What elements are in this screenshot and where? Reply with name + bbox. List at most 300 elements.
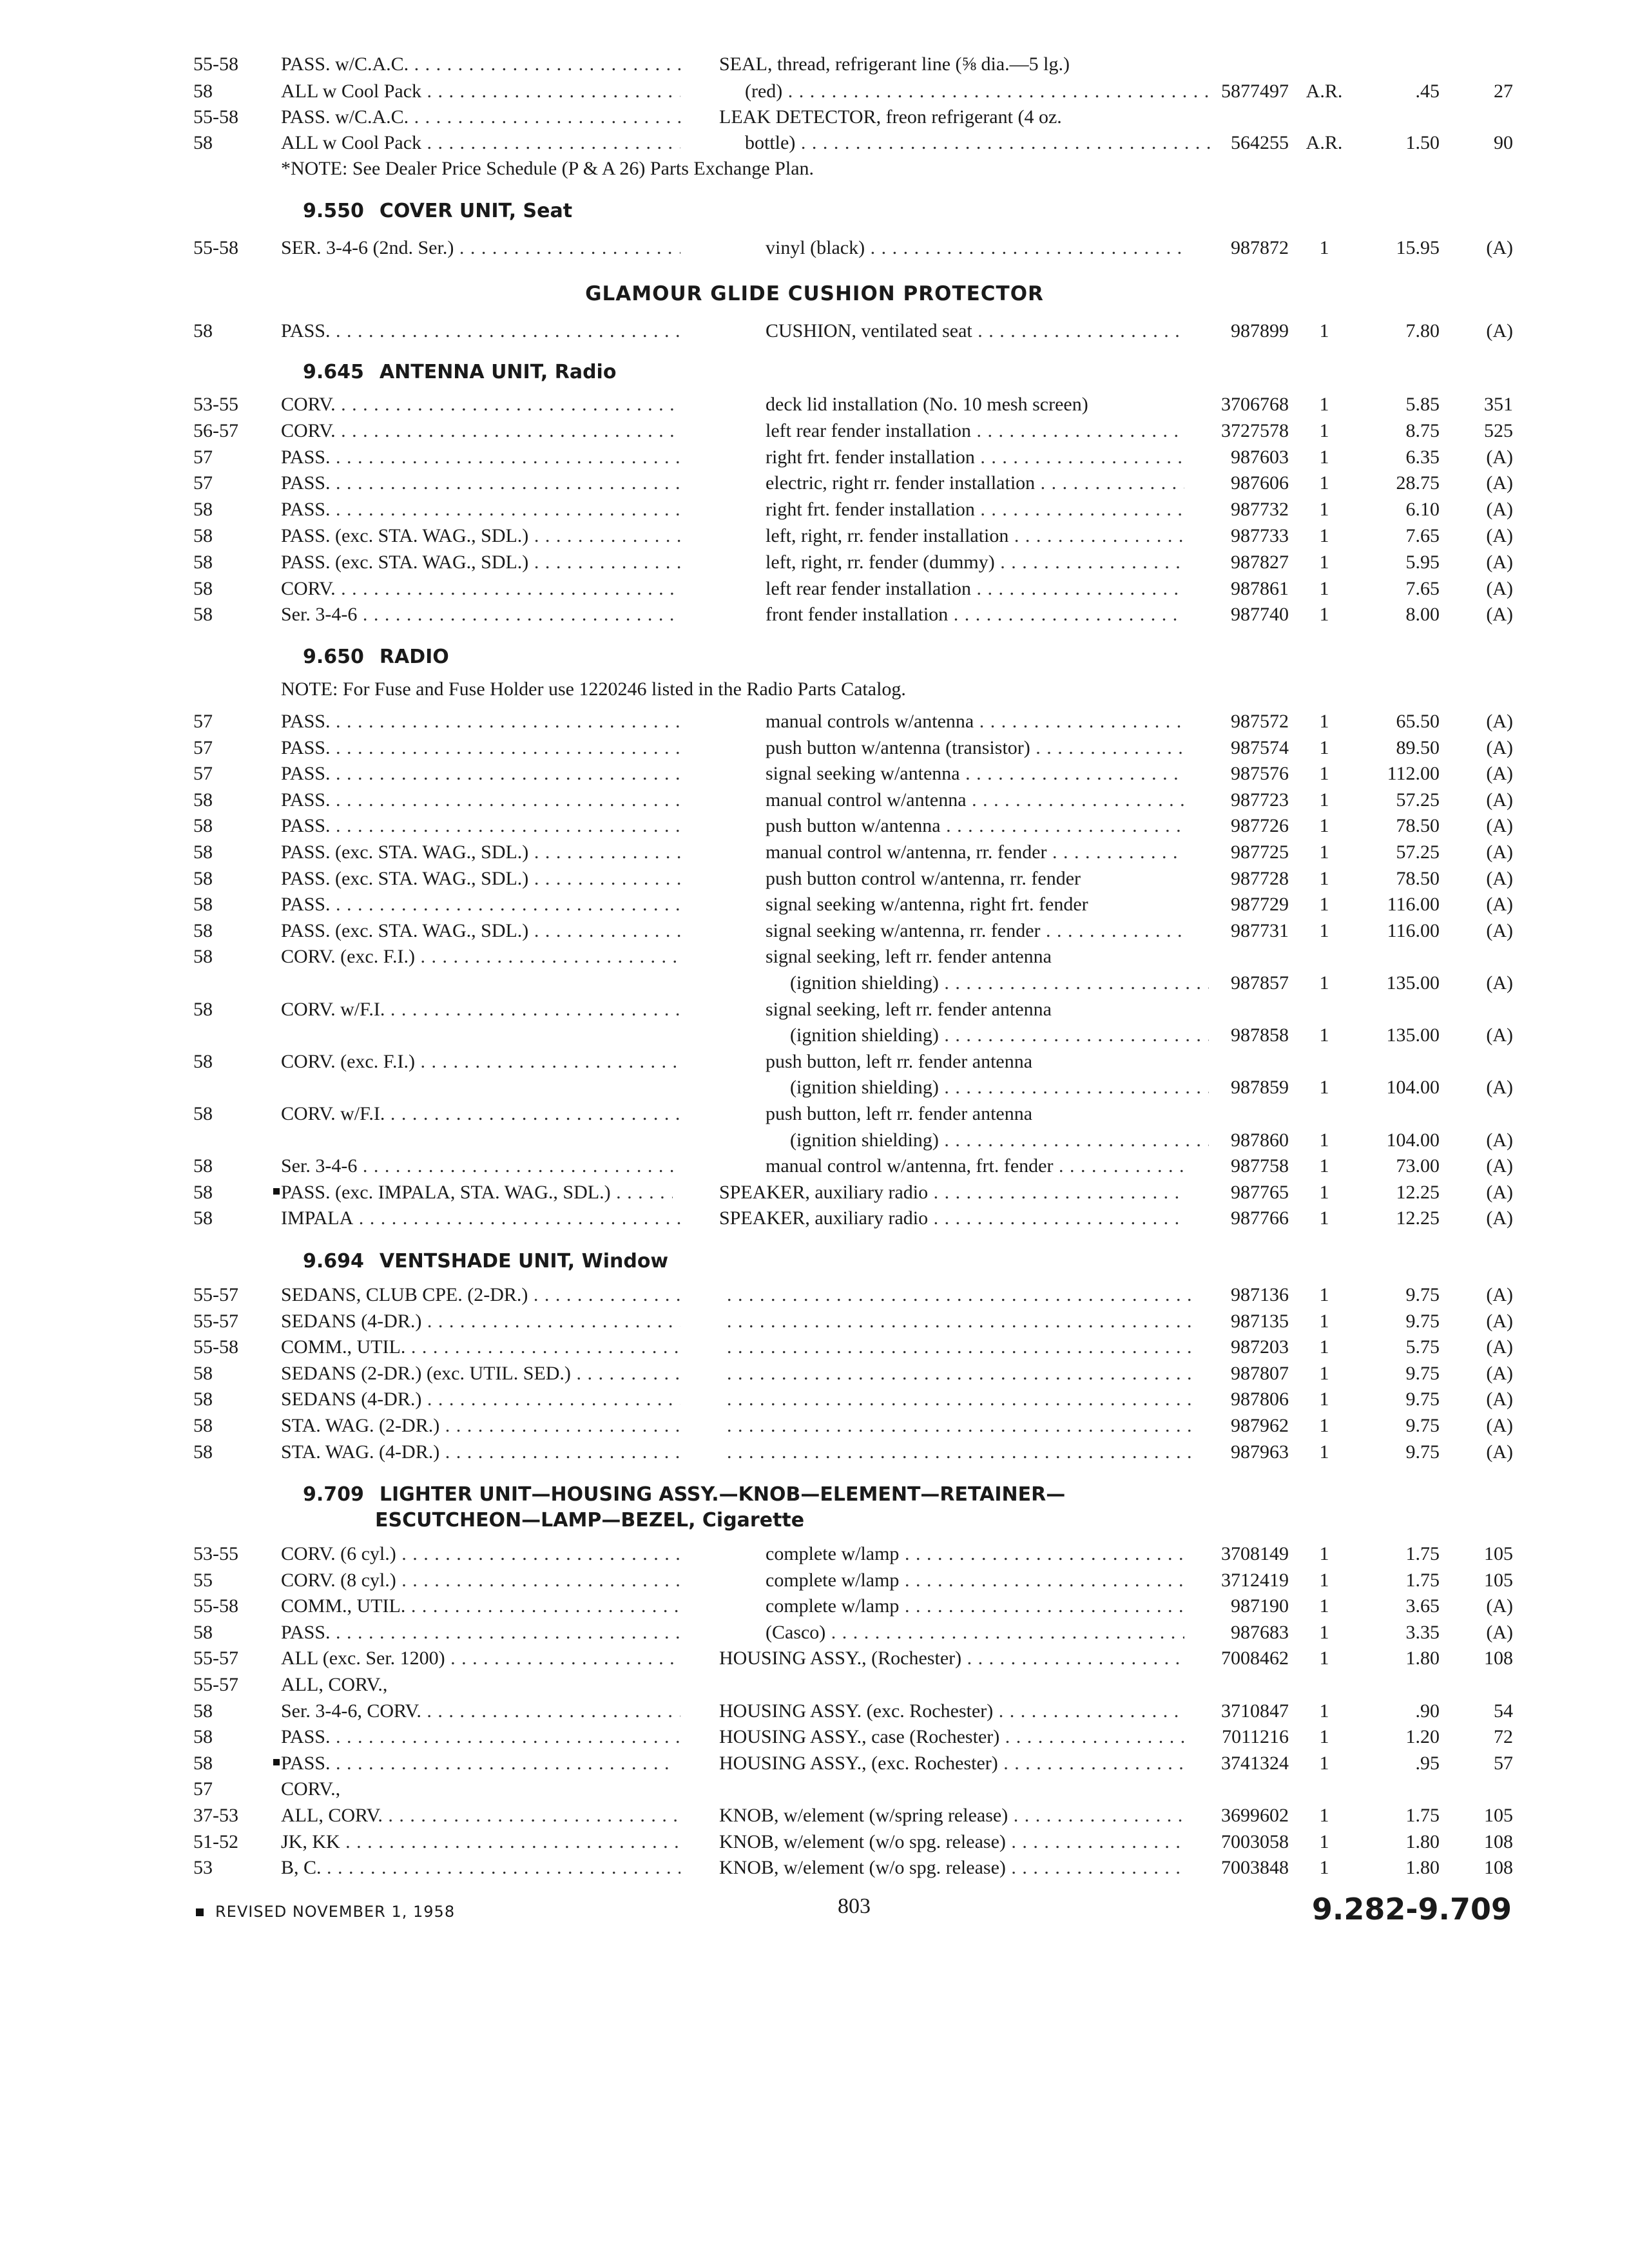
model-year: 53-55 (193, 394, 238, 415)
model-application (281, 1387, 680, 1412)
model-application (281, 813, 680, 839)
model-application (273, 1180, 673, 1206)
model-text: SEDANS (4-DR.) (281, 1389, 422, 1410)
model-application (281, 1541, 680, 1567)
price-group: (A) (1486, 841, 1513, 863)
model-application (281, 1724, 680, 1750)
model-year: 58 (193, 604, 213, 625)
quantity: 1 (1319, 868, 1329, 889)
parts-row (0, 318, 1629, 347)
quantity: 1 (1319, 815, 1329, 836)
model-application (281, 235, 680, 261)
parts-row (0, 602, 1629, 630)
price-group: (A) (1486, 1129, 1513, 1151)
part-number: 987683 (1224, 1620, 1289, 1646)
part-number: 987899 (1224, 318, 1289, 344)
price-group: 351 (1484, 394, 1513, 415)
parts-row (0, 1568, 1629, 1596)
page-number: 803 (838, 1894, 871, 1918)
model-text: SEDANS, CLUB CPE. (2-DR.) (281, 1284, 528, 1305)
model-text: SER. 3-4-6 (2nd. Ser.) (281, 237, 454, 258)
parts-row (0, 1101, 1629, 1129)
part-description: right frt. fender installation . . . (766, 497, 1184, 523)
part-description: manual control w/antenna, rr. fender . . . (766, 840, 1184, 865)
section-heading-ventshade-unit (303, 1249, 668, 1274)
parts-row (0, 1049, 1629, 1077)
revised-label: REVISED NOVEMBER 1, 1958 (215, 1903, 456, 1921)
model-application (281, 1309, 680, 1334)
parts-row (0, 970, 1629, 999)
parts-row (0, 235, 1629, 264)
revision-marker (273, 1188, 280, 1195)
model-text: Ser. 3-4-6 (281, 1155, 358, 1177)
model-year: 55-58 (193, 1336, 238, 1358)
parts-row (0, 866, 1629, 894)
price-group: (A) (1486, 789, 1513, 811)
part-number: 987872 (1224, 235, 1289, 261)
model-application (281, 392, 680, 418)
part-number: 987740 (1224, 602, 1289, 628)
parts-row (0, 1439, 1629, 1468)
quantity: 1 (1319, 1595, 1329, 1617)
part-description: HOUSING ASSY., case (Rochester) . . . (719, 1724, 1184, 1750)
quantity: 1 (1319, 1648, 1329, 1669)
list-price: 3.35 (1405, 1622, 1440, 1643)
model-year: 58 (193, 1051, 213, 1072)
model-text: SEDANS (2-DR.) (exc. UTIL. SED.) (281, 1363, 571, 1384)
quantity: 1 (1319, 1155, 1329, 1177)
part-description: manual controls w/antenna . . . (766, 709, 1184, 735)
model-year: 58 (193, 999, 213, 1020)
model-text: JK, KK (281, 1831, 340, 1852)
quantity: 1 (1319, 1700, 1329, 1722)
part-number: 7003058 (1215, 1829, 1289, 1855)
model-text: PASS. (exc. STA. WAG., SDL.) (281, 868, 529, 889)
model-year: 58 (193, 525, 213, 546)
part-number: 3710847 (1215, 1698, 1289, 1724)
list-price: 112.00 (1387, 763, 1440, 784)
parts-row (0, 1672, 1629, 1700)
list-price: 7.80 (1405, 320, 1440, 341)
list-price: 1.80 (1405, 1648, 1440, 1669)
section-title-continued: ESCUTCHEON—LAMP—BEZEL, Cigarette (375, 1509, 805, 1532)
list-price: 135.00 (1386, 1024, 1440, 1046)
parts-row (0, 1282, 1629, 1311)
model-year: 58 (193, 1155, 213, 1177)
quantity: 1 (1319, 1543, 1329, 1564)
part-number: 987731 (1224, 918, 1289, 944)
model-year: 57 (193, 711, 213, 732)
quantity: 1 (1319, 420, 1329, 441)
price-group: 54 (1494, 1700, 1513, 1722)
part-number: 987726 (1224, 813, 1289, 839)
parts-row (0, 1334, 1629, 1363)
list-price: 5.95 (1405, 552, 1440, 573)
model-year: 55-57 (193, 1674, 238, 1695)
model-year: 58 (193, 920, 213, 941)
parts-row (0, 735, 1629, 764)
quantity: 1 (1319, 499, 1329, 520)
list-price: 1.80 (1405, 1831, 1440, 1852)
model-application (281, 576, 680, 602)
parts-row (0, 1803, 1629, 1831)
price-group: 105 (1484, 1543, 1513, 1564)
part-number: 7011216 (1215, 1724, 1289, 1750)
model-application (281, 550, 680, 575)
part-number: 987732 (1224, 497, 1289, 523)
model-year: 58 (193, 815, 213, 836)
price-group: 57 (1494, 1753, 1513, 1774)
price-group: (A) (1486, 320, 1513, 341)
model-year: 58 (193, 1207, 213, 1229)
model-text: CORV. (281, 394, 336, 415)
part-number: 987859 (1224, 1075, 1289, 1100)
section-heading-antenna-unit (303, 360, 616, 385)
model-year: 51-52 (193, 1831, 238, 1852)
model-text: STA. WAG. (4-DR.) (281, 1441, 440, 1463)
quantity: 1 (1319, 1389, 1329, 1410)
model-application (281, 1803, 680, 1829)
parts-row (0, 997, 1629, 1025)
list-price: 104.00 (1386, 1077, 1440, 1098)
list-price: 1.20 (1405, 1726, 1440, 1747)
model-year: 55 (193, 1570, 213, 1591)
model-text: PASS. (281, 763, 331, 784)
part-number: 7008462 (1215, 1646, 1289, 1671)
parts-row (0, 550, 1629, 578)
quantity: 1 (1319, 1726, 1329, 1747)
model-application (281, 1334, 680, 1360)
model-application (281, 1206, 680, 1231)
model-year: 58 (193, 1389, 213, 1410)
model-year: 58 (193, 1415, 213, 1436)
list-price: 135.00 (1386, 972, 1440, 994)
model-text: B, C. (281, 1857, 322, 1878)
part-description (727, 1361, 1192, 1387)
list-price: 89.50 (1396, 737, 1440, 758)
part-number: 987576 (1224, 761, 1289, 787)
model-text: PASS. (exc. STA. WAG., SDL.) (281, 841, 529, 863)
model-application (281, 497, 680, 523)
model-application (281, 445, 680, 470)
model-text: COMM., UTIL. (281, 1595, 406, 1617)
model-year: 53-55 (193, 1543, 238, 1564)
model-application (281, 52, 680, 77)
price-group: 108 (1484, 1857, 1513, 1878)
list-price: 73.00 (1396, 1155, 1440, 1177)
part-description: left, right, rr. fender (dummy) . . . (766, 550, 1184, 575)
model-text: ALL, CORV. (281, 1805, 383, 1826)
part-description: LEAK DETECTOR, freon refrigerant (4 oz. (719, 106, 1062, 128)
quantity: 1 (1319, 972, 1329, 994)
part-description (727, 1439, 1192, 1465)
parts-row (0, 392, 1629, 420)
quantity: 1 (1319, 1077, 1329, 1098)
part-number: 987606 (1224, 470, 1289, 496)
parts-row (0, 418, 1629, 447)
part-description: (Casco) . . . (766, 1620, 1184, 1646)
model-application (281, 470, 680, 496)
list-price: 9.75 (1405, 1311, 1440, 1332)
model-text: Ser. 3-4-6, CORV. (281, 1700, 421, 1722)
list-price: 116.00 (1387, 920, 1440, 941)
price-group: (A) (1486, 604, 1513, 625)
section-heading-cover-unit (303, 198, 572, 224)
model-application (281, 997, 680, 1023)
price-group: (A) (1486, 1182, 1513, 1203)
model-text: CORV., (281, 1778, 341, 1800)
quantity: A.R. (1306, 81, 1343, 102)
model-application (281, 1568, 680, 1593)
part-description: (ignition shielding) . . . (790, 1075, 1209, 1100)
list-price: 3.65 (1405, 1595, 1440, 1617)
model-year: 58 (193, 841, 213, 863)
price-group: (A) (1486, 1024, 1513, 1046)
part-description: vinyl (black) . . . (766, 235, 1184, 261)
parts-row (0, 1646, 1629, 1674)
price-group: 27 (1494, 81, 1513, 102)
model-application (273, 1751, 673, 1776)
list-price: 8.00 (1405, 604, 1440, 625)
part-description: signal seeking, left rr. fender antenna (766, 999, 1052, 1020)
model-year: 58 (193, 552, 213, 573)
parts-row (0, 1075, 1629, 1103)
parts-row (0, 497, 1629, 525)
model-text: IMPALA (281, 1207, 354, 1229)
price-group: (A) (1486, 525, 1513, 546)
part-description: HOUSING ASSY. (exc. Rochester) . . . (719, 1698, 1184, 1724)
quantity: 1 (1319, 763, 1329, 784)
part-number: 987861 (1224, 576, 1289, 602)
section-number: 9.550 (303, 200, 364, 222)
parts-row (0, 918, 1629, 947)
model-year: 58 (193, 1700, 213, 1722)
model-text: PASS. (281, 737, 331, 758)
parts-row (0, 52, 1629, 80)
part-description (727, 1387, 1192, 1412)
model-text: PASS. (281, 894, 331, 915)
price-group: (A) (1486, 972, 1513, 994)
section-title: ANTENNA UNIT, Radio (379, 361, 617, 383)
price-group: 105 (1484, 1570, 1513, 1591)
model-application (281, 1829, 680, 1855)
part-description: CUSHION, ventilated seat . . . (766, 318, 1184, 344)
model-text: ALL, CORV., (281, 1674, 388, 1695)
part-description: bottle) . . . (745, 130, 1210, 156)
part-description (727, 1282, 1192, 1308)
parts-row (0, 1698, 1629, 1727)
model-year: 58 (193, 868, 213, 889)
part-description: KNOB, w/element (w/spring release) . . . (719, 1803, 1184, 1829)
parts-row (0, 523, 1629, 552)
quantity: 1 (1319, 1182, 1329, 1203)
model-application (281, 735, 680, 761)
quantity: 1 (1319, 1753, 1329, 1774)
parts-row (0, 1180, 1629, 1208)
quantity: 1 (1319, 1363, 1329, 1384)
model-text: STA. WAG. (2-DR.) (281, 1415, 440, 1436)
quantity: 1 (1319, 1805, 1329, 1826)
list-price: 1.75 (1405, 1570, 1440, 1591)
part-number: 987963 (1224, 1439, 1289, 1465)
part-description: HOUSING ASSY., (Rochester) . . . (719, 1646, 1184, 1671)
model-application (281, 1049, 680, 1075)
parts-row (0, 840, 1629, 868)
part-description: push button, left rr. fender antenna (766, 1103, 1033, 1124)
price-group: (A) (1486, 1336, 1513, 1358)
list-price: 57.25 (1396, 841, 1440, 863)
quantity: 1 (1319, 1311, 1329, 1332)
section-heading-lighter-unit-line2 (375, 1508, 804, 1533)
parts-row (0, 761, 1629, 789)
part-description (727, 1413, 1192, 1439)
model-year: 58 (193, 1753, 213, 1774)
model-year: 58 (193, 1182, 213, 1203)
model-application (281, 944, 680, 970)
parts-row (0, 1387, 1629, 1415)
quantity: 1 (1319, 320, 1329, 341)
quantity: 1 (1319, 1207, 1329, 1229)
section-title: VENTSHADE UNIT, Window (379, 1250, 669, 1273)
part-number: 987827 (1224, 550, 1289, 575)
model-year: 55-57 (193, 1311, 238, 1332)
price-group: (A) (1486, 499, 1513, 520)
model-application (281, 1672, 680, 1698)
model-application (281, 1646, 680, 1671)
part-description: KNOB, w/element (w/o spg. release) . . . (719, 1829, 1184, 1855)
quantity: 1 (1319, 394, 1329, 415)
part-number: 987723 (1224, 787, 1289, 813)
part-number: 987807 (1224, 1361, 1289, 1387)
list-price: .95 (1415, 1753, 1440, 1774)
list-price: 78.50 (1396, 868, 1440, 889)
part-number: 987733 (1224, 523, 1289, 549)
price-group: (A) (1486, 763, 1513, 784)
model-text: CORV. (281, 578, 336, 599)
part-number: 987572 (1224, 709, 1289, 735)
list-price: 6.35 (1405, 447, 1440, 468)
model-text: ALL w Cool Pack (281, 81, 422, 102)
model-year: 55-57 (193, 1284, 238, 1305)
model-text: PASS. (exc. STA. WAG., SDL.) (281, 552, 529, 573)
quantity: 1 (1319, 525, 1329, 546)
model-year: 58 (193, 499, 213, 520)
part-description: signal seeking w/antenna, right frt. fender (766, 894, 1088, 915)
part-description (727, 1309, 1192, 1334)
model-year: 55-58 (193, 53, 238, 75)
list-price: 65.50 (1396, 711, 1440, 732)
part-description: front fender installation . . . (766, 602, 1184, 628)
price-group: (A) (1486, 1415, 1513, 1436)
part-description: push button w/antenna . . . (766, 813, 1184, 839)
part-number: 3708149 (1215, 1541, 1289, 1567)
price-group: 108 (1484, 1831, 1513, 1852)
price-group: 525 (1484, 420, 1513, 441)
model-application (281, 523, 680, 549)
parts-row (0, 944, 1629, 972)
model-year: 57 (193, 1778, 213, 1800)
part-description: (ignition shielding) . . . (790, 1023, 1209, 1048)
parts-row (0, 470, 1629, 499)
model-application (281, 130, 680, 156)
list-price: .45 (1415, 81, 1440, 102)
price-group: (A) (1486, 1389, 1513, 1410)
part-number: 987858 (1224, 1023, 1289, 1048)
quantity: 1 (1319, 789, 1329, 811)
model-text: PASS. (281, 711, 331, 732)
model-application (281, 1620, 680, 1646)
part-number: 3699602 (1215, 1803, 1289, 1829)
quantity: 1 (1319, 447, 1329, 468)
model-application (281, 1153, 680, 1179)
revision-note (196, 1903, 455, 1921)
parts-row (0, 813, 1629, 841)
price-group: (A) (1486, 1595, 1513, 1617)
part-number: 987729 (1224, 892, 1289, 918)
model-year: 55-58 (193, 237, 238, 258)
model-text: PASS. (281, 1726, 331, 1747)
parts-row (0, 1023, 1629, 1051)
model-year: 58 (193, 1726, 213, 1747)
part-description: right frt. fender installation . . . (766, 445, 1184, 470)
model-application (281, 840, 680, 865)
part-number: 987806 (1224, 1387, 1289, 1412)
part-number: 3727578 (1215, 418, 1289, 444)
section-title: COVER UNIT, Seat (379, 200, 573, 222)
price-group: (A) (1486, 1363, 1513, 1384)
model-year: 58 (193, 132, 213, 153)
parts-row (0, 709, 1629, 737)
parts-row (0, 1855, 1629, 1883)
quantity: 1 (1319, 1129, 1329, 1151)
part-description: left, right, rr. fender installation . . . (766, 523, 1184, 549)
section-heading-radio (303, 644, 449, 670)
parts-row (0, 1829, 1629, 1858)
quantity: 1 (1319, 1622, 1329, 1643)
list-price: 1.75 (1405, 1805, 1440, 1826)
price-group: (A) (1486, 472, 1513, 494)
list-price: 28.75 (1396, 472, 1440, 494)
model-application (281, 1439, 680, 1465)
part-description: (red) . . . (745, 79, 1210, 104)
model-year: 58 (193, 81, 213, 102)
parts-row (0, 1620, 1629, 1648)
model-text: ALL (exc. Ser. 1200) (281, 1648, 445, 1669)
part-description: push button control w/antenna, rr. fender (766, 868, 1081, 889)
part-description: signal seeking w/antenna, rr. fender . . . (766, 918, 1184, 944)
quantity: 1 (1319, 552, 1329, 573)
section-number: 9.650 (303, 646, 364, 668)
price-group: (A) (1486, 1311, 1513, 1332)
list-price: 12.25 (1396, 1182, 1440, 1203)
parts-row (0, 1206, 1629, 1234)
section-range: 9.282-9.709 (1311, 1892, 1512, 1927)
parts-row (0, 1541, 1629, 1570)
model-text: PASS. (281, 815, 331, 836)
parts-row (0, 1361, 1629, 1389)
part-number: 3706768 (1215, 392, 1289, 418)
part-number: 987136 (1224, 1282, 1289, 1308)
section-title: RADIO (379, 646, 449, 668)
model-application (281, 602, 680, 628)
price-group: 105 (1484, 1805, 1513, 1826)
quantity: 1 (1319, 1336, 1329, 1358)
price-group: (A) (1486, 1077, 1513, 1098)
model-application (281, 1855, 680, 1881)
model-text: ALL w Cool Pack (281, 132, 422, 153)
price-group: (A) (1486, 237, 1513, 258)
parts-row (0, 1724, 1629, 1753)
